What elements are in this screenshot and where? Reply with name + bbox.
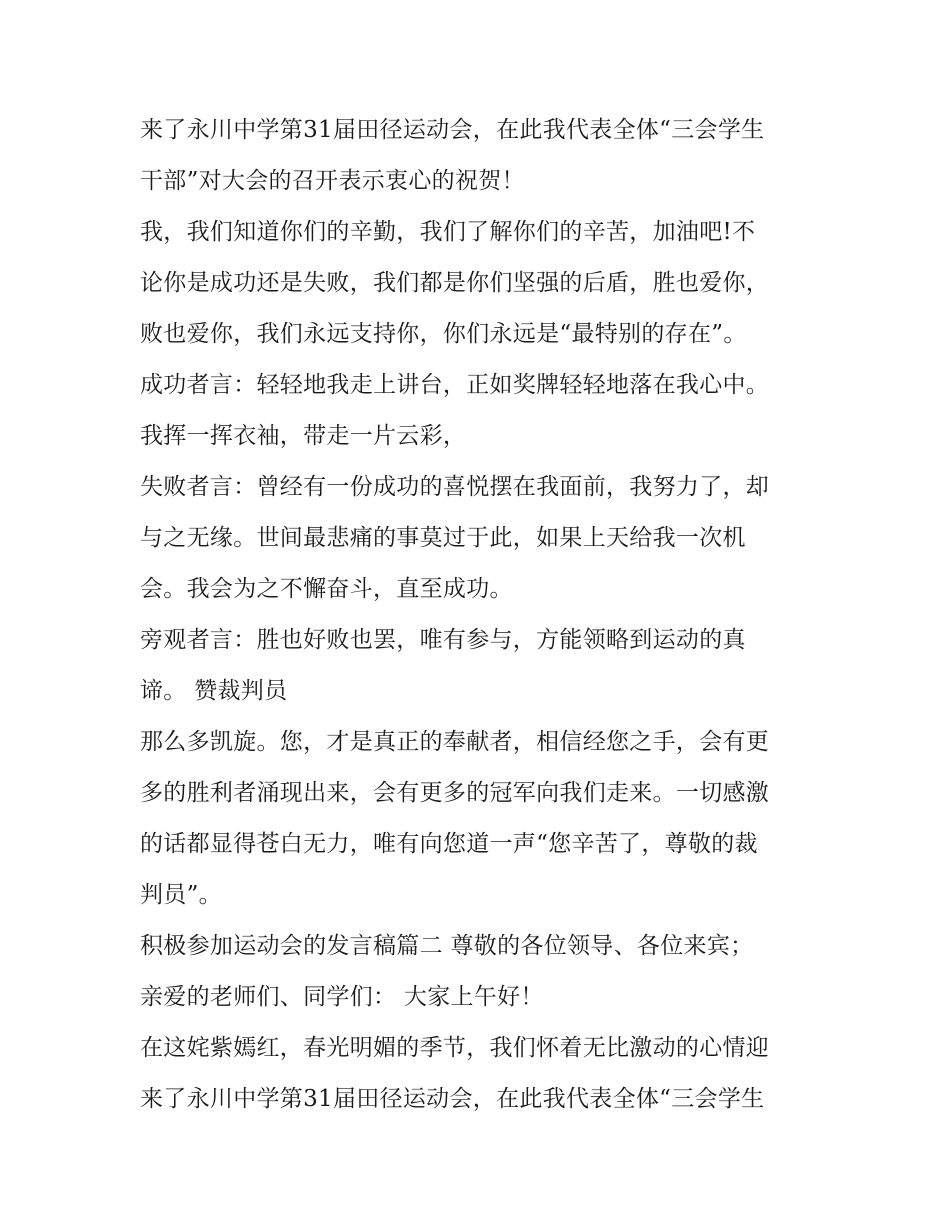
document-page bbox=[140, 105, 830, 1125]
text-line: 来了永川中学第31届田径运动会，在此我代表全体“三会学生 bbox=[140, 117, 765, 143]
text-line: 多的胜利者涌现出来，会有更多的冠军向我们走来。一切感激 bbox=[140, 780, 770, 806]
text-line: 旁观者言：胜也好败也罢，唯有参与，方能领略到运动的真 bbox=[140, 627, 746, 653]
text-line: 与之无缘。世间最悲痛的事莫过于此，如果上天给我一次机 bbox=[140, 525, 746, 551]
text-line: 亲爱的老师们、同学们： 大家上午好！ bbox=[140, 984, 544, 1010]
text-line: 谛。 赞裁判员 bbox=[140, 678, 288, 704]
text-line: 我挥一挥衣袖，带走一片云彩， bbox=[140, 423, 467, 449]
text-line: 来了永川中学第31届田径运动会，在此我代表全体“三会学生 bbox=[140, 1086, 765, 1112]
text-line: 那么多凯旋。您，才是真正的奉献者，相信经您之手，会有更 bbox=[140, 729, 770, 755]
text-line: 会。我会为之不懈奋斗，直至成功。 bbox=[140, 576, 513, 602]
text-line: 成功者言：轻轻地我走上讲台，正如奖牌轻轻地落在我心中。 bbox=[140, 372, 770, 398]
text-line: 在这姹紫嫣红，春光明媚的季节，我们怀着无比激动的心情迎 bbox=[140, 1035, 770, 1061]
text-line: 失败者言：曾经有一份成功的喜悦摆在我面前，我努力了，却 bbox=[140, 474, 770, 500]
text-line: 论你是成功还是失败，我们都是你们坚强的后盾，胜也爱你， bbox=[140, 270, 770, 296]
text-line: 的话都显得苍白无力，唯有向您道一声“您辛苦了，尊敬的裁 bbox=[140, 831, 758, 857]
text-line: 判员”。 bbox=[140, 882, 222, 908]
text-line: 我，我们知道你们的辛勤，我们了解你们的辛苦，加油吧!不 bbox=[140, 219, 756, 245]
text-line: 败也爱你，我们永远支持你，你们永远是“最特别的存在”。 bbox=[140, 321, 747, 347]
text-line: 干部”对大会的召开表示衷心的祝贺！ bbox=[140, 168, 525, 194]
text-line: 积极参加运动会的发言稿篇二 尊敬的各位领导、各位来宾； bbox=[140, 933, 754, 959]
